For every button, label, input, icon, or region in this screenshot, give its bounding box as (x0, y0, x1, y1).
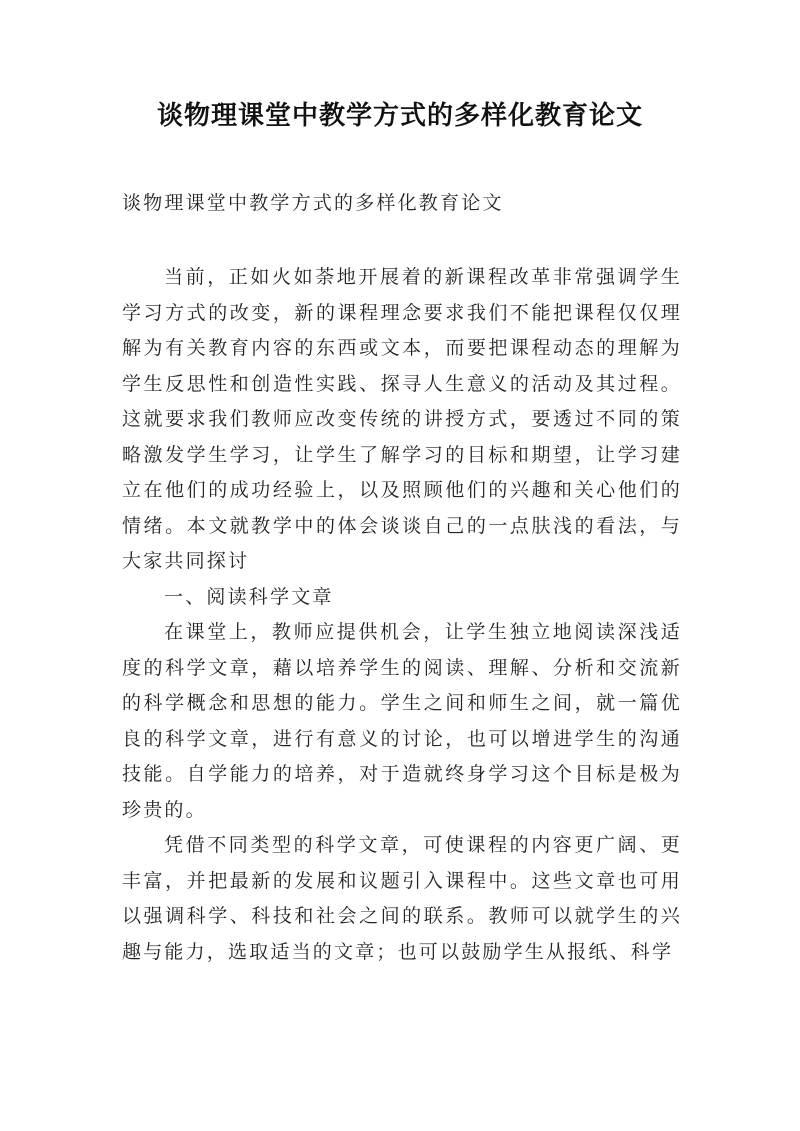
document-subtitle: 谈物理课堂中教学方式的多样化教育论文 (122, 192, 504, 214)
document-title: 谈物理课堂中教学方式的多样化教育论文 (156, 101, 643, 131)
document-body (122, 260, 682, 970)
body-paragraph-1: 在课堂上，教师应提供机会，让学生独立地阅读深浅适度的科学文章，藉以培养学生的阅读、理解、分析和交流新的科学概念和思想的能力。学生之间和师生之间，就一篇优良的科学文章，进行有意义的讨论，也可以增进学生的沟通技能。自学能力的培养，对于造就终身学习这个目标是极为珍贵的。 (122, 621, 682, 821)
body-paragraph-2: 凭借不同类型的科学文章，可使课程的内容更广阔、更丰富，并把最新的发展和议题引入课程中。这些文章也可用以强调科学、科技和社会之间的联系。教师可以就学生的兴趣与能力，选取适当的文章；也可以鼓励学生从报纸、科学 (122, 834, 682, 963)
intro-paragraph: 当前，正如火如荼地开展着的新课程改革非常强调学生学习方式的改变，新的课程理念要求我们不能把课程仅仅理解为有关教育内容的东西或文本，而要把课程动态的理解为学生反思性和创造性实践、探寻人生意义的活动及其过程。这就要求我们教师应改变传统的讲授方式，要透过不同的策略激发学生学习，让学生了解学习的目标和期望，让学习建立在他们的成功经验上，以及照顾他们的兴趣和关心他们的情绪。本文就教学中的体会谈谈自己的一点肤浅的看法，与大家共同探讨 (122, 266, 682, 572)
section-heading-1: 一、阅读科学文章 (164, 585, 334, 608)
